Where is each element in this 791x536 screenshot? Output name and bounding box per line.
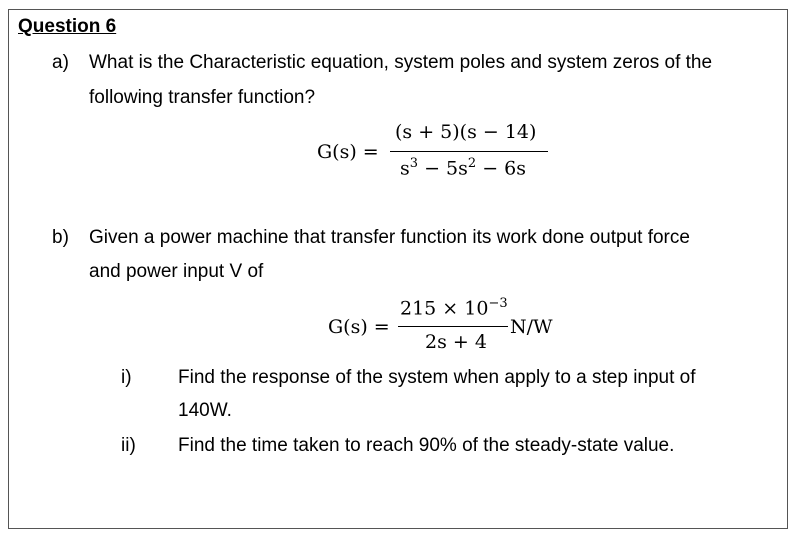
part-b-fraction-line (398, 326, 508, 327)
sub-item-i-label: i) (121, 367, 132, 388)
den-s: s (400, 157, 410, 180)
part-b-text-line1: Given a power machine that transfer function its work done output force (89, 227, 690, 248)
part-a-eq-lhs: G(s) = (317, 141, 379, 163)
den-exp2: 2 (467, 156, 477, 171)
den-5s: − 5s (418, 157, 468, 180)
part-a-text-line1: What is the Characteristic equation, system poles and system zeros of the (89, 52, 713, 73)
sub-item-ii-label: ii) (121, 435, 136, 456)
part-a-text-line2: following transfer function? (89, 87, 316, 108)
den-exp3: 3 (409, 156, 419, 171)
part-b-text-line2: and power input V of (89, 261, 264, 282)
part-a-fraction-line (390, 151, 548, 152)
den-6s: − 6s (476, 157, 527, 180)
sub-item-ii-line1: Find the time taken to reach 90% of the steady-state value. (178, 435, 675, 456)
part-a-denominator (400, 156, 526, 179)
question-title: Question 6 (18, 16, 117, 37)
num-base: 215 × 10 (400, 297, 489, 320)
sub-item-i-line1: Find the response of the system when apply to a step input of (178, 367, 696, 388)
part-b-unit: N/W (510, 316, 553, 338)
part-a-numerator: (s + 5)(s − 14) (395, 121, 537, 143)
part-b-eq-lhs: G(s) = (328, 316, 390, 338)
part-b-numerator (400, 296, 508, 319)
sub-item-i-line2: 140W. (178, 400, 232, 421)
num-exp: −3 (488, 296, 508, 311)
part-b-denominator: 2s + 4 (425, 331, 487, 353)
part-b-label: b) (52, 227, 69, 248)
part-a-label: a) (52, 52, 69, 73)
